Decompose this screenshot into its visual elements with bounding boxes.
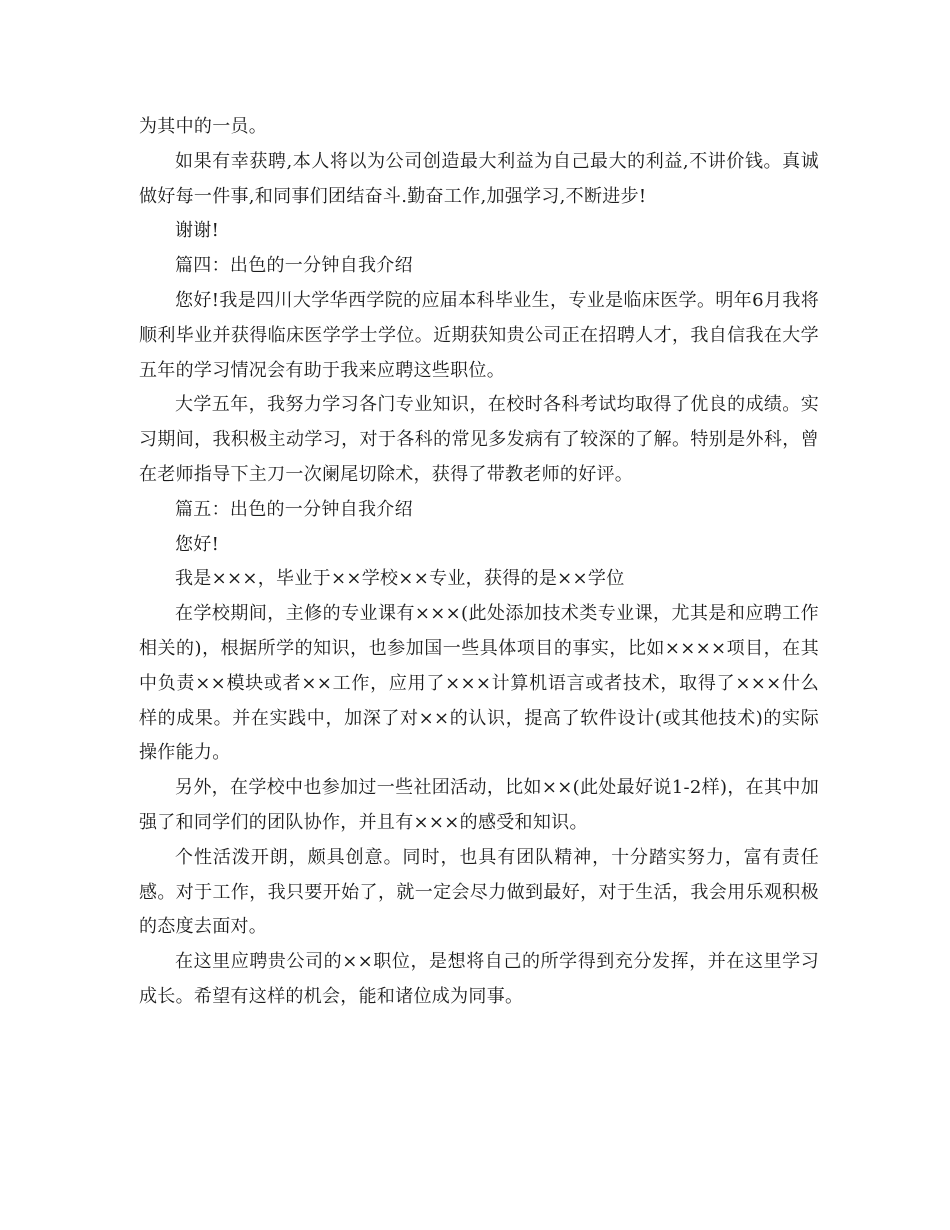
paragraph-greeting: 您好!: [175, 533, 220, 555]
paragraph-continuation: 为其中的一员。: [139, 116, 268, 137]
paragraph-identity: 我是×××，毕业于××学校××专业，获得的是××学位: [175, 568, 625, 590]
paragraph-intro-medical: 您好!我是四川大学华西学院的应届本科毕业生，专业是临床医学。明年6月我将顺利毕业并获得临床医学学士学位。近期获知贵公司正在招聘人才，我自信我在大学五年的学习情况会有助于我来应聘这些职位。: [139, 289, 819, 381]
section-heading-part-five: 篇五：出色的一分钟自我介绍: [175, 498, 413, 520]
paragraph-courses-projects: 在学校期间，主修的专业课有×××(此处添加技术类专业课，尤其是和应聘工作相关的)，根据所学的知识，也参加国一些具体项目的事实，比如××××项目，在其中负责××模块或者××工作，应用了×××计算机语言或者技术，取得了×××什么样的成果。并在实践中，加深了对××的认识，提高了软件设计(或其他技术)的实际操作能力。: [139, 603, 819, 764]
paragraph-thanks: 谢谢!: [175, 220, 220, 242]
paragraph-study-experience: 大学五年，我努力学习各门专业知识，在校时各科考试均取得了优良的成绩。实习期间，我积极主动学习，对于各科的常见多发病有了较深的了解。特别是外科，曾在老师指导下主刀一次阑尾切除术，获得了带教老师的好评。: [139, 394, 819, 485]
paragraph-personality: 个性活泼开朗，颇具创意。同时，也具有团队精神，十分踏实努力，富有责任感。对于工作，我只要开始了，就一定会尽力做到最好，对于生活，我会用乐观积极的态度去面对。: [139, 846, 819, 938]
paragraph-hiring-commitment: 如果有幸获聘,本人将以为公司创造最大利益为自己最大的利益,不讲价钱。真诚做好每一件事,和同事们团结奋斗.勤奋工作,加强学习,不断进步!: [139, 150, 819, 207]
document-body: [139, 110, 819, 1015]
paragraph-club-activities: 另外，在学校中也参加过一些社团活动，比如××(此处最好说1-2样)，在其中加强了和同学们的团队协作，并且有×××的感受和知识。: [139, 777, 819, 833]
section-heading-part-four: 篇四：出色的一分钟自我介绍: [175, 255, 413, 277]
paragraph-closing: 在这里应聘贵公司的××职位，是想将自己的所学得到充分发挥，并在这里学习成长。希望有这样的机会，能和诸位成为同事。: [139, 951, 819, 1007]
